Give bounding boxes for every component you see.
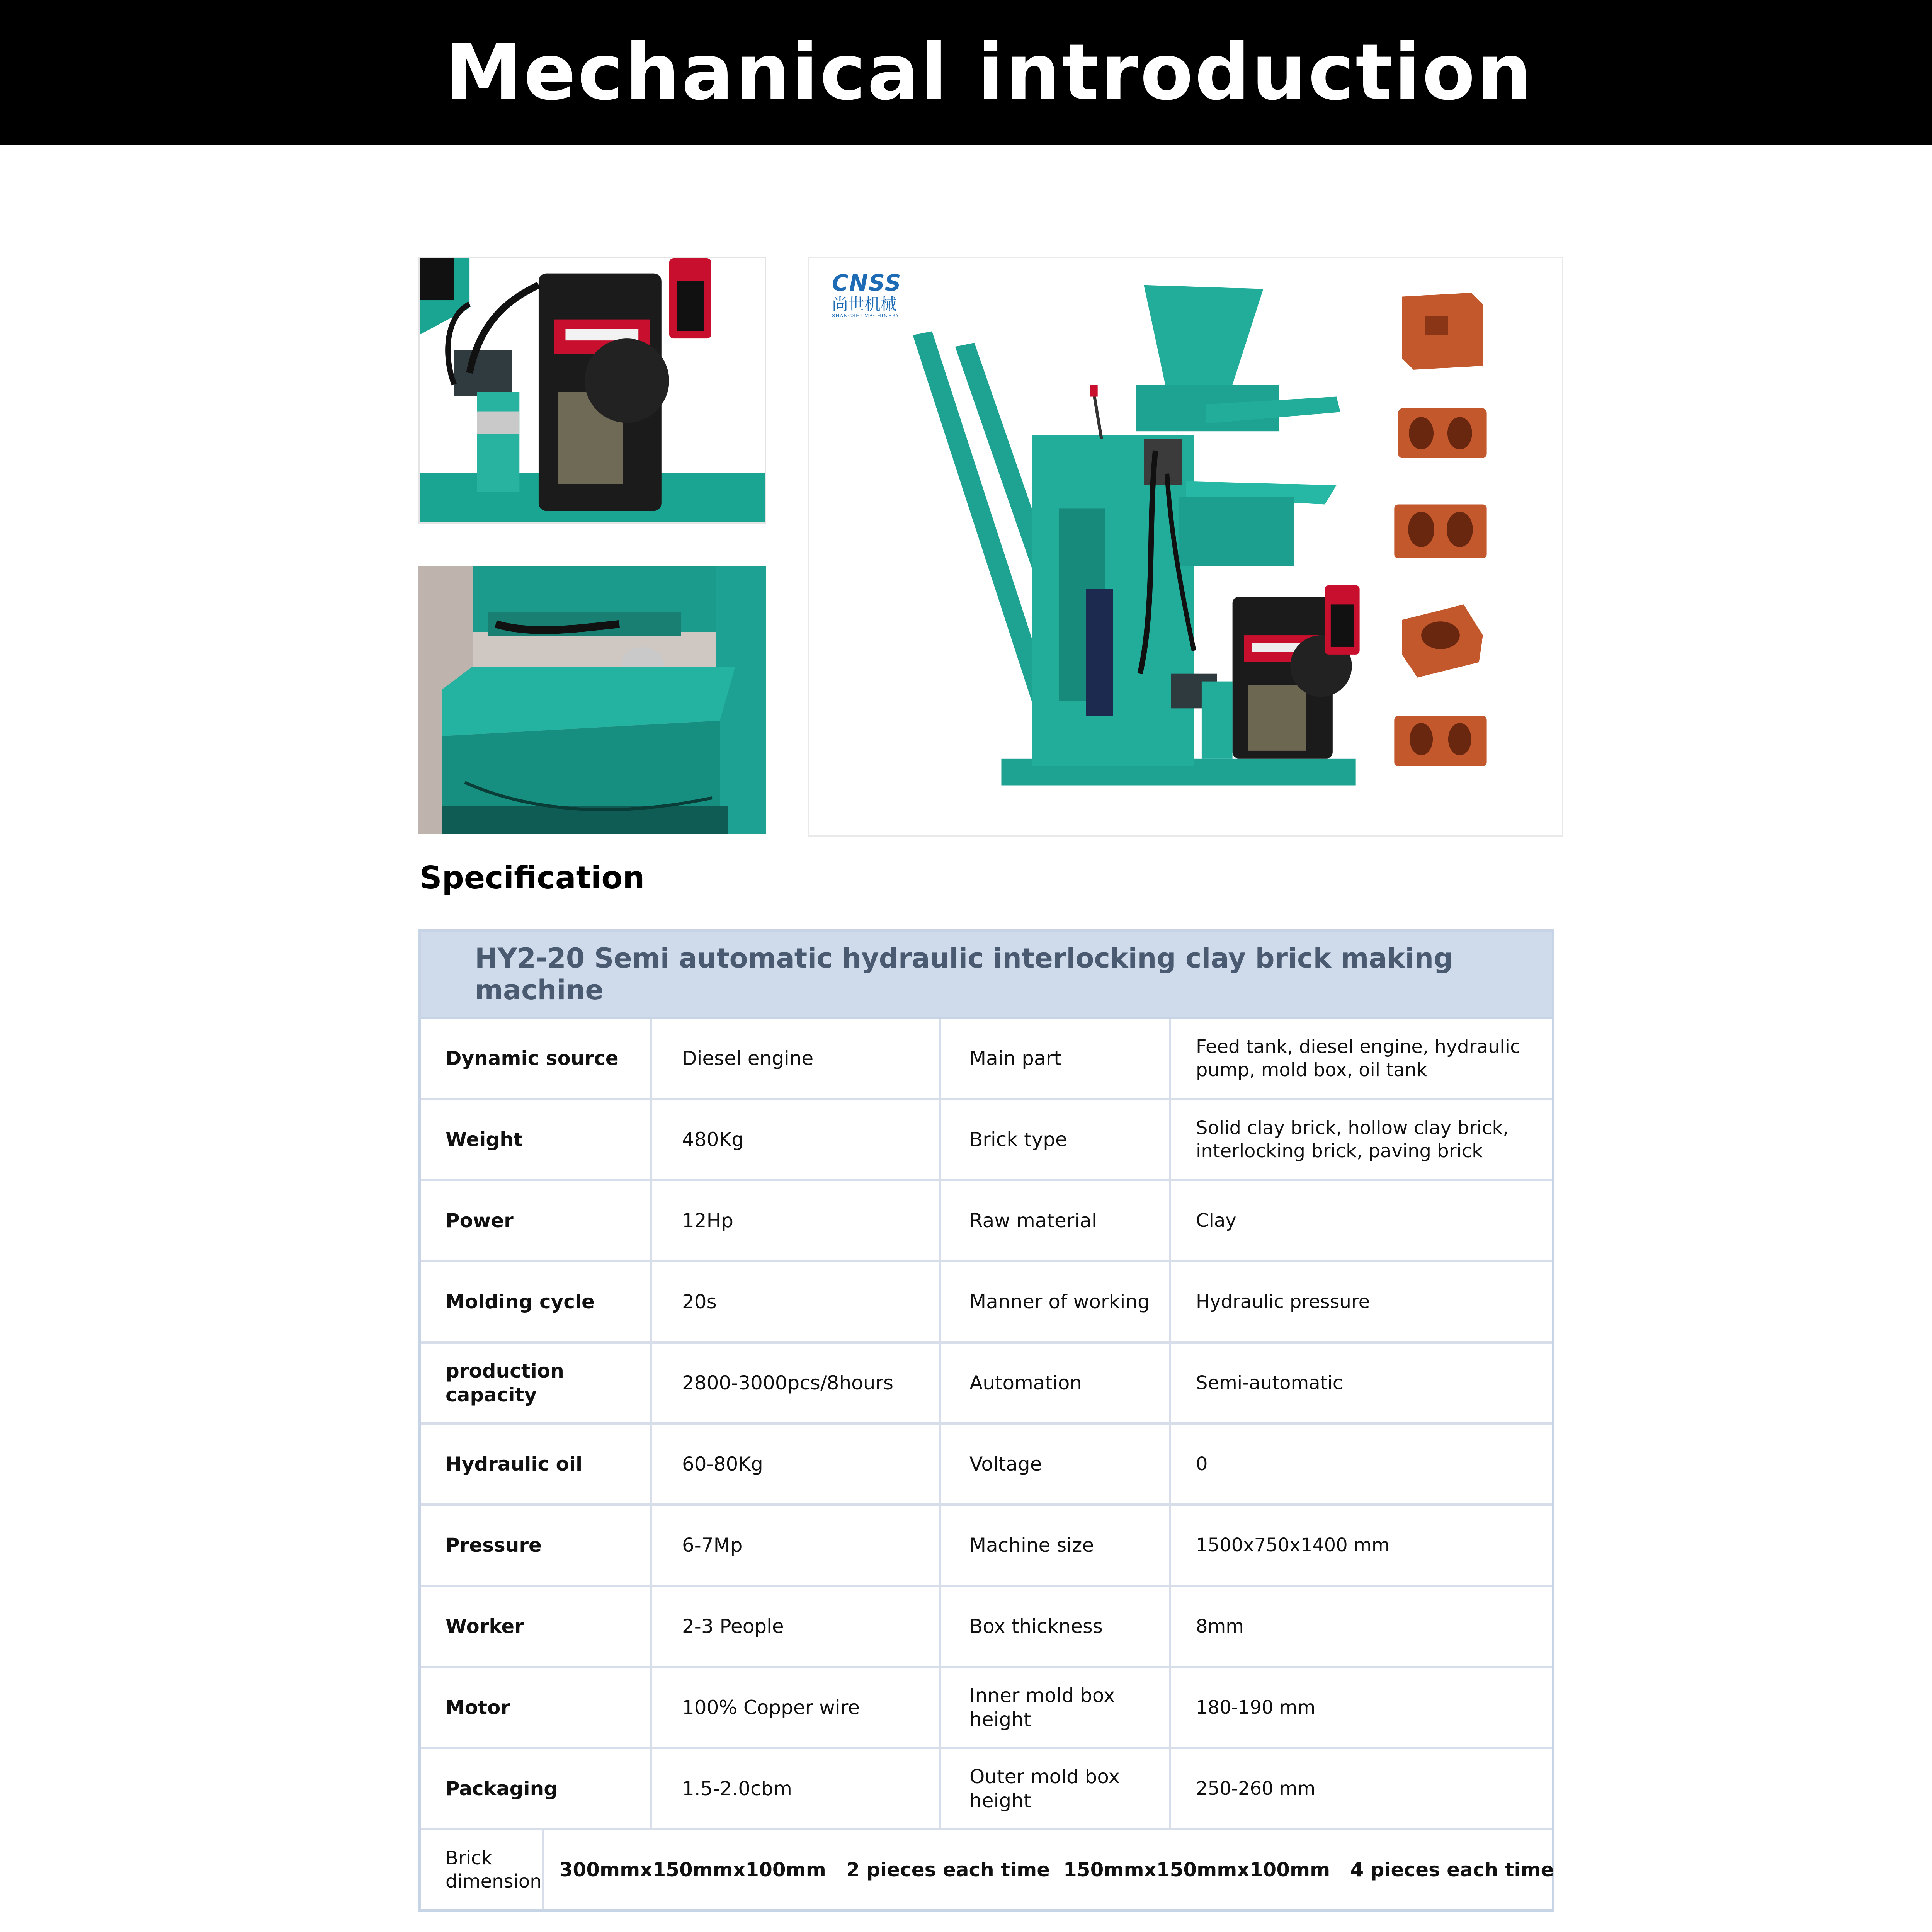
spec-table bbox=[418, 929, 1554, 1912]
spec-value: 6-7Mp bbox=[650, 1506, 939, 1585]
table-row bbox=[421, 1666, 1552, 1747]
spec-key: Pressure bbox=[446, 1534, 542, 1556]
spec-key: Dynamic source bbox=[446, 1047, 619, 1070]
spec-key: Worker bbox=[446, 1615, 524, 1638]
spec-value: 180-190 mm bbox=[1169, 1668, 1552, 1747]
spec-value: Diesel engine bbox=[650, 1019, 939, 1098]
spec-key: Weight bbox=[446, 1128, 523, 1151]
spec-key: Inner mold box height bbox=[939, 1668, 1169, 1747]
spec-key: Automation bbox=[939, 1344, 1169, 1422]
spec-key: Brick dimension bbox=[446, 1847, 542, 1892]
spec-key: Voltage bbox=[939, 1425, 1169, 1503]
table-row bbox=[421, 1019, 1552, 1098]
spec-key: Manner of working bbox=[939, 1262, 1169, 1341]
logo-english: SHANGSHI MACHINERY bbox=[832, 313, 899, 319]
spec-key: Hydraulic oil bbox=[446, 1452, 583, 1475]
table-row bbox=[421, 1098, 1552, 1179]
table-row bbox=[421, 1260, 1552, 1341]
spec-key: Main part bbox=[939, 1019, 1169, 1098]
spec-key: Outer mold box height bbox=[939, 1749, 1169, 1828]
spec-key: Motor bbox=[446, 1696, 510, 1719]
table-row bbox=[421, 1179, 1552, 1260]
spec-key: production capacity bbox=[446, 1359, 564, 1406]
brand-logo bbox=[832, 270, 921, 318]
spec-key: Box thickness bbox=[939, 1587, 1169, 1666]
spec-key: Power bbox=[446, 1209, 514, 1232]
spec-value: 1500x750x1400 mm bbox=[1169, 1506, 1552, 1585]
spec-value: 0 bbox=[1169, 1425, 1552, 1503]
spec-value: 8mm bbox=[1169, 1587, 1552, 1666]
spec-key: Molding cycle bbox=[446, 1290, 595, 1313]
spec-value: 60-80Kg bbox=[650, 1425, 939, 1503]
table-row bbox=[421, 1828, 1552, 1909]
spec-value: 12Hp bbox=[650, 1181, 939, 1260]
spec-key: Brick type bbox=[939, 1100, 1169, 1179]
table-row bbox=[421, 1341, 1552, 1422]
logo-chinese: 尚世机械 bbox=[832, 295, 897, 314]
spec-value: 250-260 mm bbox=[1169, 1749, 1552, 1828]
table-row bbox=[421, 1422, 1552, 1503]
spec-table-title: HY2-20 Semi automatic hydraulic interlocking clay brick making machine bbox=[421, 932, 1552, 1019]
spec-value: Clay bbox=[1169, 1181, 1552, 1260]
spec-value: 480Kg bbox=[650, 1100, 939, 1179]
spec-value: 20s bbox=[650, 1262, 939, 1341]
spec-table-body bbox=[421, 1019, 1552, 1828]
spec-value: Hydraulic pressure bbox=[1169, 1262, 1552, 1341]
engine-detail-photo bbox=[418, 257, 766, 524]
table-row bbox=[421, 1585, 1552, 1666]
spec-value: Semi-automatic bbox=[1169, 1344, 1552, 1422]
specification-heading: Specification bbox=[420, 860, 645, 896]
spec-key: Raw material bbox=[939, 1181, 1169, 1260]
spec-value: Solid clay brick, hollow clay brick, interlocking brick, paving brick bbox=[1169, 1100, 1552, 1179]
spec-value: 100% Copper wire bbox=[650, 1668, 939, 1747]
spec-key: Machine size bbox=[939, 1506, 1169, 1585]
spec-value: Feed tank, diesel engine, hydraulic pump, mold box, oil tank bbox=[1169, 1019, 1552, 1098]
spec-value: 1.5-2.0cbm bbox=[650, 1749, 939, 1828]
machine-main-photo bbox=[808, 257, 1563, 837]
page-title: Mechanical introduction bbox=[445, 27, 1533, 117]
spec-value: 300mmx150mmx100mm 2 pieces each time 150mmx150mmx100mm 4 pieces each time bbox=[542, 1830, 1554, 1909]
hopper-detail-photo bbox=[418, 566, 766, 834]
table-row bbox=[421, 1503, 1552, 1585]
spec-key: Packaging bbox=[446, 1777, 558, 1800]
logo-mark: CNSS bbox=[832, 270, 902, 296]
spec-value: 2800-3000pcs/8hours bbox=[650, 1344, 939, 1422]
spec-value: 2-3 People bbox=[650, 1587, 939, 1666]
table-row bbox=[421, 1747, 1552, 1828]
